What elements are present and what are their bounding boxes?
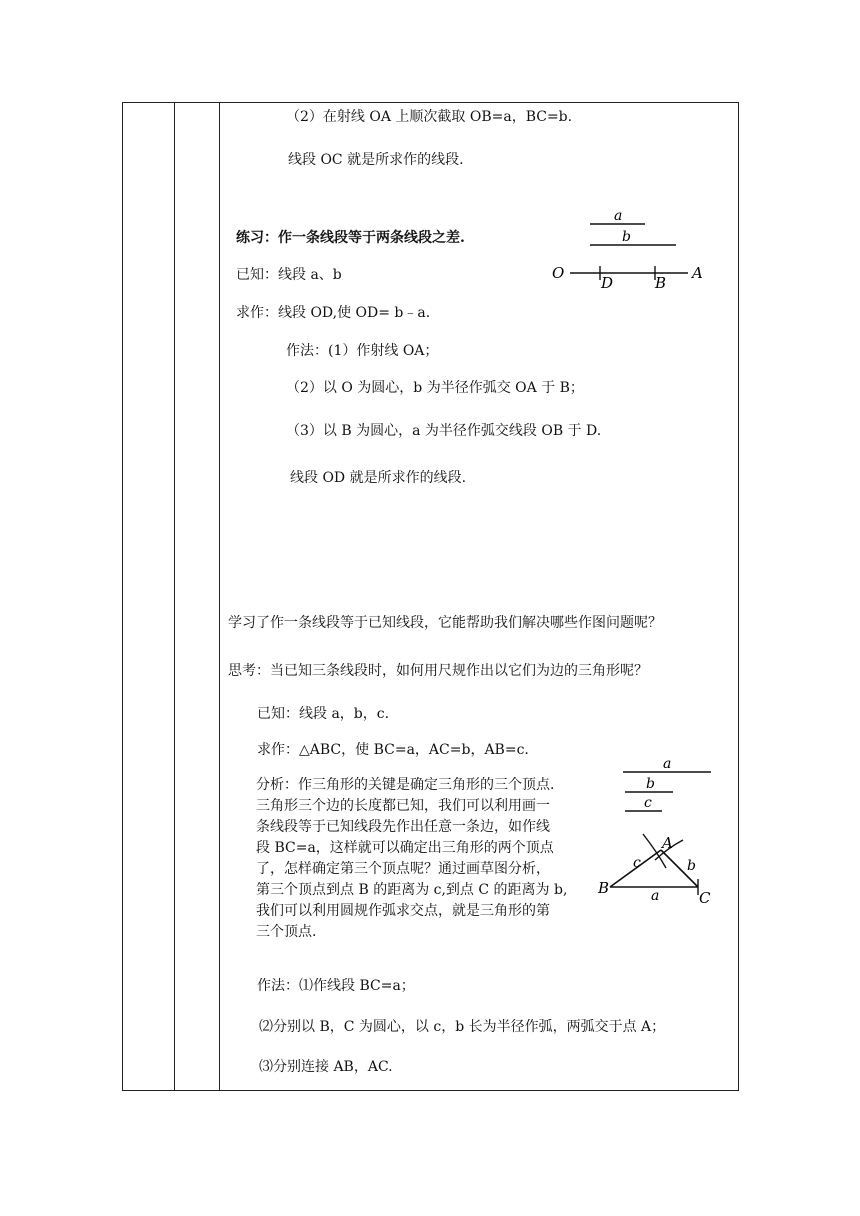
- analysis-line: 段 BC=a，这样就可以确定出三角形的两个顶点: [256, 840, 554, 856]
- exercise-given: 已知：线段 a、b: [236, 267, 342, 283]
- triangle-given: 已知：线段 a，b，c.: [257, 706, 390, 722]
- side-b-label: b: [687, 858, 696, 874]
- analysis-line: 三个顶点.: [256, 924, 317, 940]
- exercise-method-step-1: 作法：(1）作射线 OA；: [286, 343, 439, 359]
- segment-difference-figure: [548, 204, 708, 296]
- analysis-line: 第三个顶点到点 B 的距离为 c,到点 C 的距离为 b,: [256, 882, 568, 898]
- analysis-line: 三角形三个边的长度都已知，我们可以利用画一: [256, 798, 550, 814]
- construction-step-2: （2）在射线 OA 上顺次截取 OB=a，BC=b.: [286, 109, 573, 125]
- point-a-label: A: [662, 834, 673, 852]
- analysis-line: 了，怎样确定第三个顶点呢？通过画草图分析，: [256, 861, 550, 877]
- point-b-label: B: [598, 879, 610, 897]
- triangle-analysis: [256, 775, 612, 943]
- exercise-required: 求作：线段 OD,使 OD= b﹣a.: [236, 305, 431, 321]
- exercise-title: 练习：作一条线段等于两条线段之差.: [236, 230, 465, 246]
- segment-b-label: b: [622, 229, 631, 245]
- triangle-method-step-2: ⑵分别以 B，C 为圆心，以 c，b 长为半径作弧，两弧交于点 A；: [259, 1019, 666, 1035]
- intro-question: 学习了作一条线段等于已知线段，它能帮助我们解决哪些作图问题呢？: [228, 615, 662, 631]
- triangle-construction-figure: [595, 752, 720, 910]
- exercise-result: 线段 OD 就是所求作的线段.: [290, 470, 467, 486]
- point-d-label: D: [601, 274, 614, 292]
- think-question: 思考：当已知三条线段时，如何用尺规作出以它们为边的三角形呢？: [228, 663, 648, 679]
- side-c-label: c: [633, 855, 641, 871]
- point-b-label: B: [655, 274, 667, 292]
- segment-a-label: a: [663, 756, 672, 772]
- analysis-line: 我们可以利用圆规作弧求交点，就是三角形的第: [256, 903, 550, 919]
- exercise-method-step-3: （3）以 B 为圆心，a 为半径作弧交线段 OB 于 D.: [286, 423, 602, 439]
- triangle-method-step-3: ⑶分别连接 AB，AC.: [259, 1059, 393, 1075]
- construction-result: 线段 OC 就是所求作的线段.: [288, 152, 464, 168]
- analysis-line: 条线段等于已知线段先作出任意一条边，如作线: [256, 819, 550, 835]
- segment-b-label: b: [646, 776, 655, 792]
- analysis-line: 分析：作三角形的关键是确定三角形的三个顶点.: [256, 777, 555, 793]
- exercise-method-step-2: （2）以 O 为圆心，b 为半径作弧交 OA 于 B；: [286, 380, 584, 396]
- triangle-required: 求作：△ABC，使 BC=a，AC=b，AB=c.: [257, 742, 529, 758]
- segment-c-label: c: [644, 795, 652, 811]
- side-a-label: a: [651, 888, 660, 904]
- point-o-label: O: [552, 264, 565, 282]
- point-c-label: C: [699, 889, 711, 907]
- table-column-divider: [174, 103, 175, 1090]
- point-a-label: A: [692, 264, 703, 282]
- segment-a-label: a: [614, 208, 623, 224]
- table-column-divider: [219, 103, 220, 1090]
- triangle-method-step-1: 作法：⑴作线段 BC=a；: [257, 978, 415, 994]
